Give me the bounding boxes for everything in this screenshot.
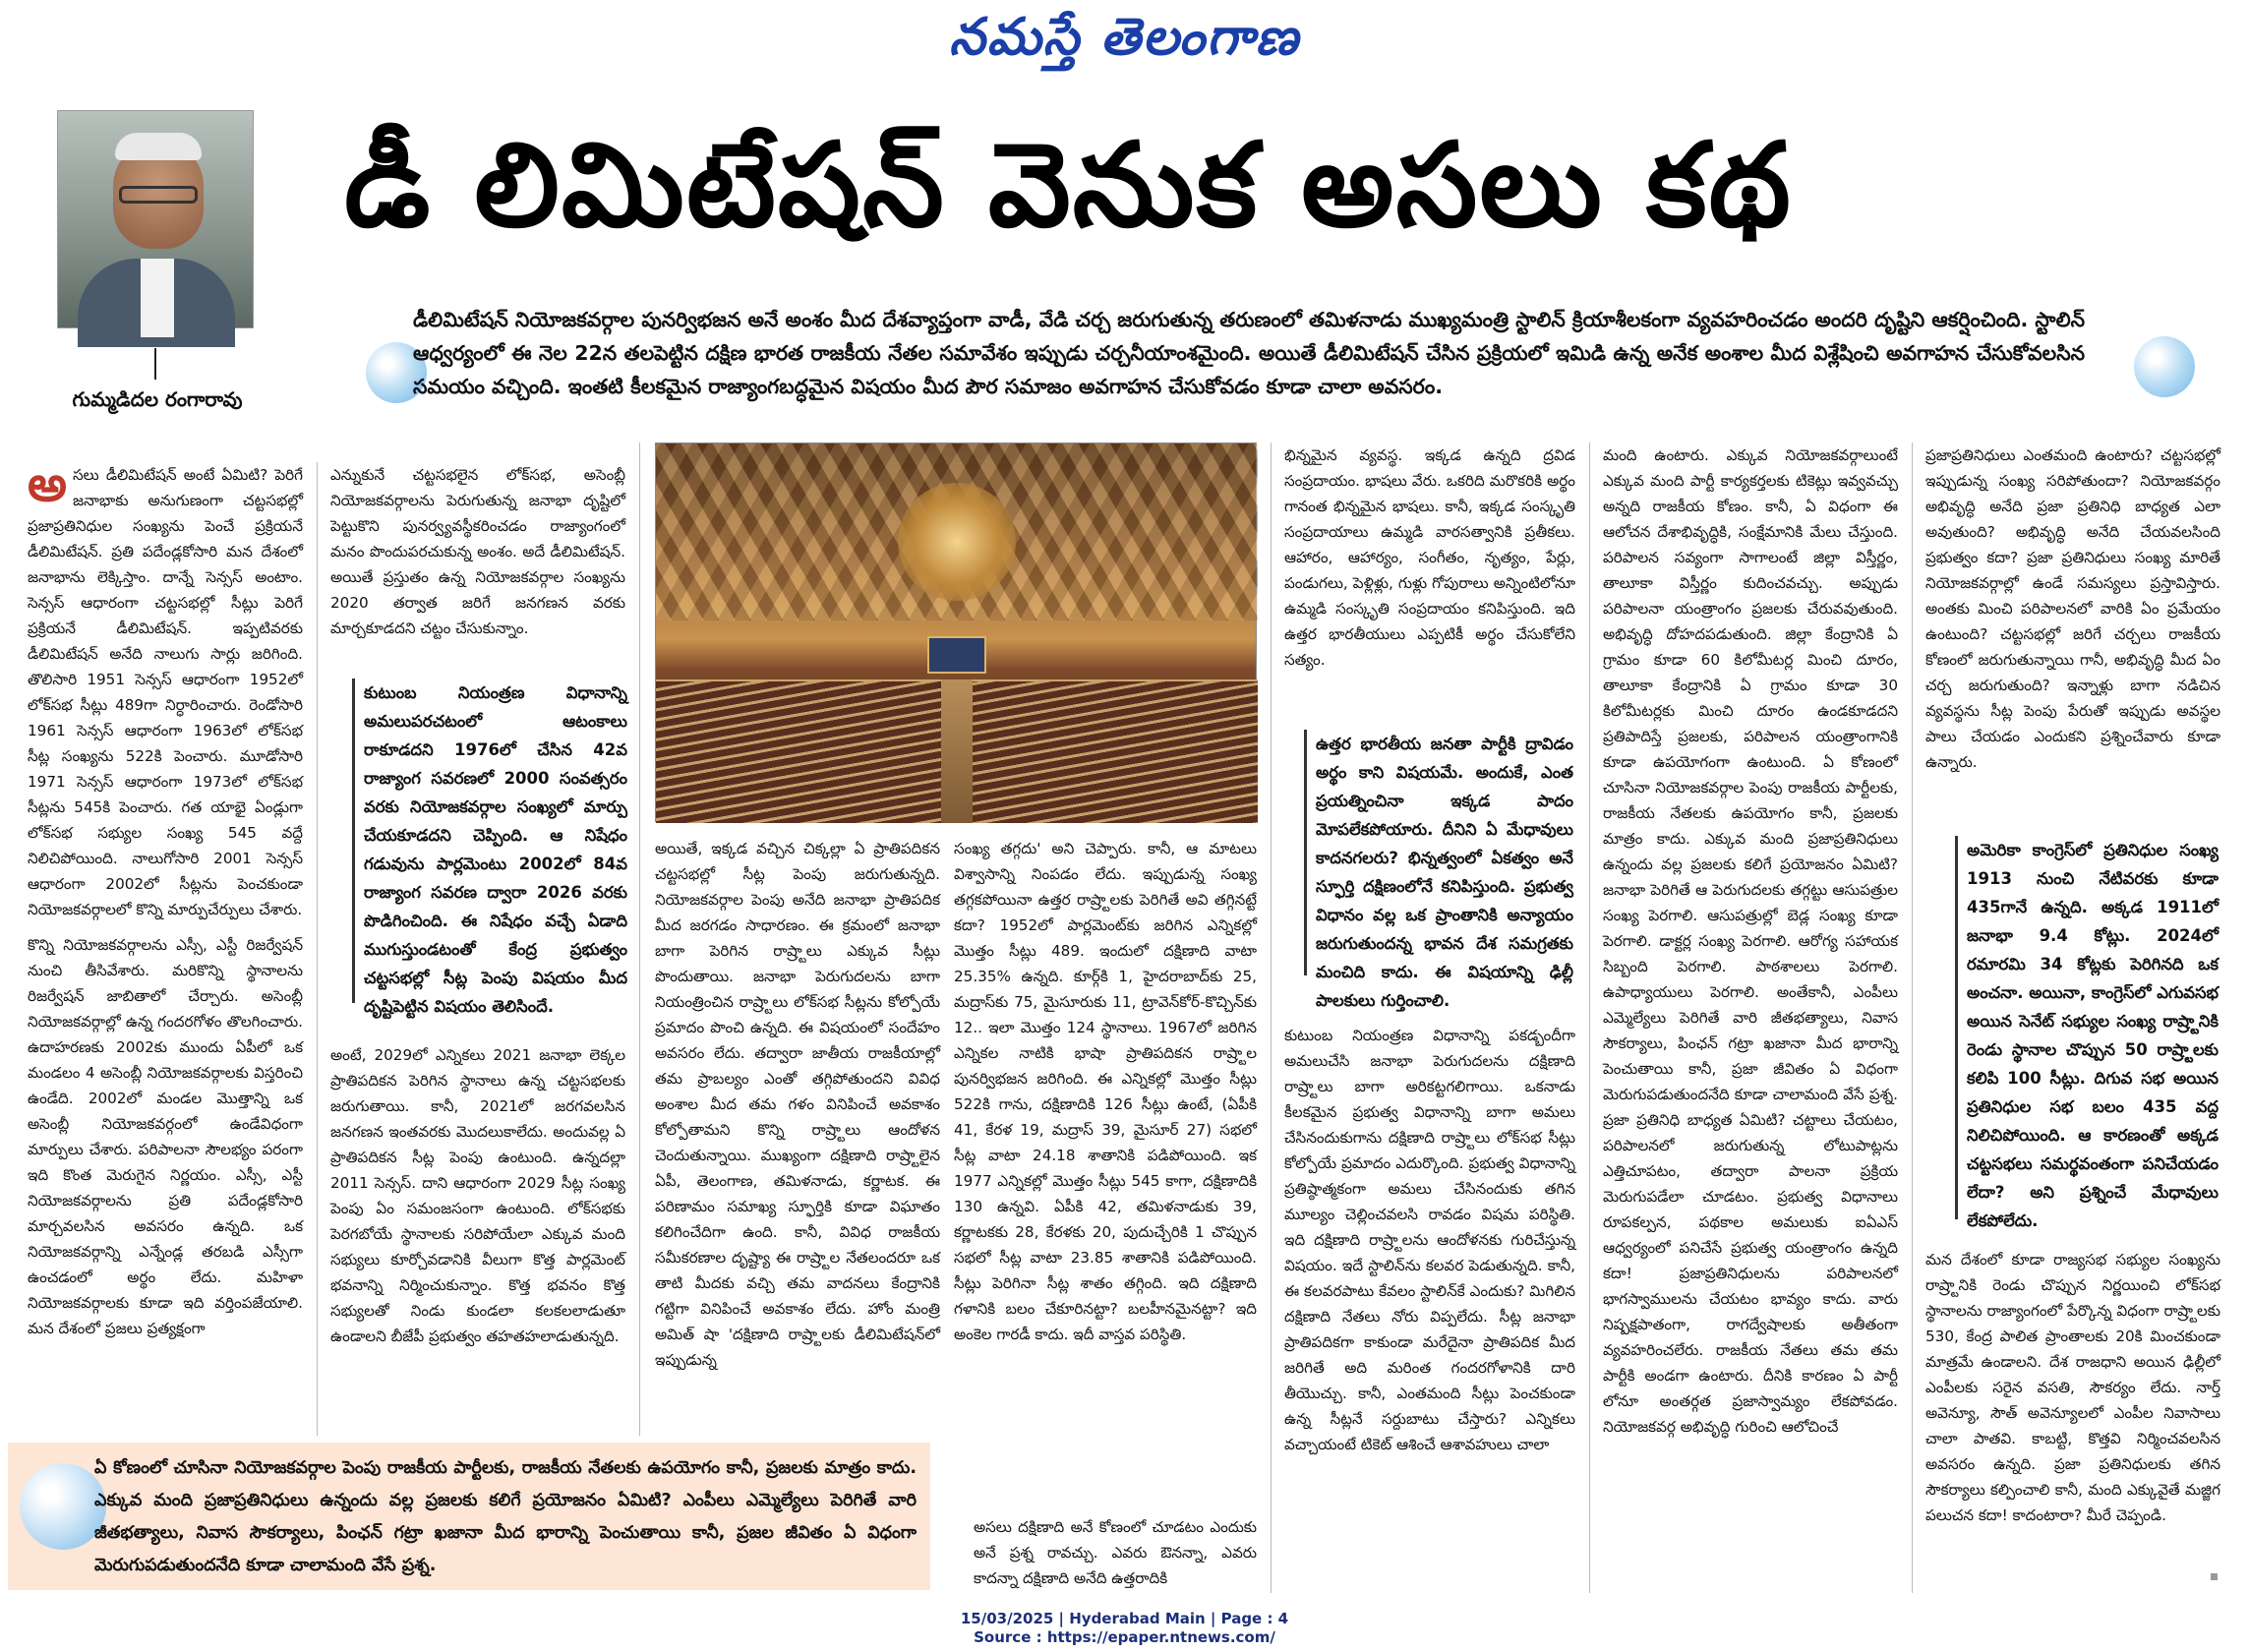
column-7-top: ప్రజాప్రతినిధులు ఎంతమంది ఉంటారు? చట్టసభల్లో ఇప్పుడున్న సంఖ్య సరిపోతుందా? నియోజకవర్గం అభివృద్ధి అనేది ప్రజా ప్రతినిధి బాధ్యత ఎలా అవుతుంది? అభివృద్ధి అనేది చేయవలసింది ప్రభుత్వం కదా? ప్రజా ప్రతినిధులు సంఖ్య మారితే నియోజకవర్గాల్లో ఉండే సమస్యలు ప్రస్తావిస్తారు. అంతకు మించి పరిపాలనలో వారికి ఏం ప్రమేయం ఉంటుంది? చట్టసభల్లో జరిగే చర్చలు రాజకీయ కోణంలో జరుగుతున్నాయి గానీ, అభివృద్ధి మీద ఏం చర్చ జరుగుతుంది? ఇన్నాళ్లు బాగా నడిచిన వ్యవస్థను సీట్ల పెంపు పేరుతో ఇప్పుడు అవస్థల పాలు చేయడం ఎందుకని ప్రశ్నించేవారు కూడా ఉన్నారు. — [1925, 446, 2220, 771]
quote-bar — [352, 678, 355, 1003]
bubble-decoration-icon — [2134, 336, 2195, 397]
column-rule — [639, 442, 640, 1436]
column-2-bottom: అంటే, 2029లో ఎన్నికలు 2021 జనాభా లెక్కల ప్రాతిపదికన పెరిగిన స్థానాలు ఉన్న చట్టసభలకు జరుగుతాయి. కానీ, 2021లో జరగవలసిన జనగణన ఇంతవరకు మొదలుకాలేదు. అందువల్ల ఏ ప్రాతిపదికన సీట్ల పెంపు ఉంటుంది. ఉన్నదల్లా 2011 సెన్సస్. దాని ఆధారంగా 2029 సీట్ల సంఖ్య పెంపు ఏం సమంజసంగా ఉంటుంది. లోక్‌సభకు పెరగబోయే స్థానాలకు సరిపోయేలా ఎక్కువ మంది సభ్యులు కూర్చోవడానికి వీలుగా కొత్త పార్లమెంట్ భవనాన్ని నిర్మించుకున్నాం. కొత్త భవనం కొత్త సభ్యులతో నిండు కుండలా కలకలలాడుతూ ఉండాలని బీజేపీ ప్రభుత్వం తహతహలాడుతున్నది. — [330, 1046, 625, 1345]
quote-bar — [1955, 836, 1958, 1219]
column-6: మంది ఉంటారు. ఎక్కువ నియోజకవర్గాలుంటే ఎక్కువ మంది పార్టీ కార్యకర్తలకు టికెట్లు ఇవ్వవచ్చు అన్నది రాజకీయ కోణం. కానీ, ఏ విధంగా ఈ ఆలోచన దేశాభివృద్ధికి, సంక్షేమానికి మేలు చేస్తుంది. పరిపాలన సవ్యంగా సాగాలంటే జిల్లా విస్తీర్ణం, తాలూకా విస్తీర్ణం కుదించవచ్చు. అప్పుడు పరిపాలనా యంత్రాంగం ప్రజలకు చేరువవుతుంది. అభివృద్ధి దోహదపడుతుంది. జిల్లా కేంద్రానికి ఏ గ్రామం కూడా 60 కిలోమీటర్ల మించి దూరం, తాలూకా కేంద్రానికి ఏ గ్రామం కూడా 30 కిలోమీటర్లకు మించి దూరం ఉండకూడదని ప్రతిపాదిస్తే ప్రజలకు, పరిపాలన యంత్రాంగానికి కూడా ఉపయోగంగా ఉంటుంది. ఏ కోణంలో చూసినా నియోజకవర్గాల పెంపు రాజకీయ పార్టీలకు, రాజకీయ నేతలకు ఉపయోగం కానీ, ప్రజలకు మాత్రం కాదు. ఎక్కువ మంది ప్రజాప్రతినిధులు ఉన్నందు వల్ల ప్రజలకు కలిగే ప్రయోజనం ఏమిటి? జనాభా పెరిగితే ఆ పెరుగుదలకు తగ్గట్టు ఆసుపత్రుల సంఖ్య పెరగాలి. ఆసుపత్రుల్లో బెడ్ల సంఖ్య కూడా పెరగాలి. డాక్టర్ల సంఖ్య పెరగాలి. ఆరోగ్య సహాయక సిబ్బంది పెరగాలి. పాఠశాలలు పెరగాలి. ఉపాధ్యాయులు పెరగాలి. అంతేకానీ, ఎంపీలు ఎమ్మెల్యేలు పెరిగితే వారి జీతభత్యాలు, నివాస సౌకర్యాలు, పింఛన్ గట్రా ఖజానా మీద భారాన్ని పెంచుతాయి కానీ, ప్రజా జీవితం ఏ విధంగా మెరుగుపడుతుందనేది కూడా చాలామంది వేసే ప్రశ్న. ప్రజా ప్రతినిధి బాధ్యత ఏమిటి? చట్టాలు చేయటం, పరిపాలనలో జరుగుతున్న లోటుపాట్లను ఎత్తిచూపటం, తద్వారా పాలనా ప్రక్రియ మెరుగుపడేలా చూడటం. ప్రభుత్వ విధానాలు రూపకల్పన, పథకాల అమలుకు ఐఏఎస్ ఆధ్వర్యంలో పనిచేసే ప్రభుత్వ యంత్రాంగం ఉన్నది కదా! ప్రజాప్రతినిధులను పరిపాలనలో భాగస్వాములను చేయటం భావ్యం కాదు. వారు నిష్పక్షపాతంగా, రాగద్వేషాలకు అతీతంగా వ్యవహరించలేరు. రాజకీయ నేతలు తమ తమ పార్టీకి అండగా ఉంటారు. దీనికి కారణం ఏ పార్టీ లోనూ అంతర్గత ప్రజాస్వామ్యం లేకపోవడం. నియోజకవర్గ అభివృద్ధి గురించి ఆలోచించే — [1603, 446, 1898, 1436]
column-rule — [1912, 442, 1913, 1593]
column-1 — [28, 455, 303, 1436]
page-footer — [0, 1610, 2249, 1647]
newspaper-masthead: నమస్తే తెలంగాణ — [949, 8, 1300, 67]
footer-source: Source : https://epaper.ntnews.com/ — [974, 1628, 1275, 1646]
chamber-screen — [927, 636, 986, 674]
footer-date-edition: 15/03/2025 | Hyderabad Main | Page : 4 — [960, 1610, 1289, 1627]
quote-bar — [1304, 730, 1307, 975]
pull-quote: అమెరికా కాంగ్రెస్‌లో ప్రతినిధుల సంఖ్య 1913 నుంచి నేటివరకు కూడా 435గానే ఉన్నది. అక్కడ 1911లో జనాభా 9.4 కోట్లు. 2024లో రమారమి 34 కోట్లకు పెరిగినది ఒక అంచనా. అయినా, కాంగ్రెస్‌లో ఎగువసభ అయిన సెనేట్ సభ్యుల సంఖ్య రాష్ర్టానికి రెండు స్థానాల చొప్పున 50 రాష్ర్టాలకు కలిపి 100 సీట్లు. దిగువ సభ అయిన ప్రతినిధుల సభ బలం 435 వద్ద నిలిచిపోయింది. ఆ కారణంతో అక్కడ చట్టసభలు సమర్థవంతంగా పనిచేయడం లేదా? అని ప్రశ్నించే మేధావులు లేకపోలేదు. — [1967, 841, 2219, 1230]
author-hair-shape — [115, 133, 202, 160]
pull-quote: ఉత్తర భారతీయ జనతా పార్టీకి ద్రావిడం అర్థం కాని విషయమే. అందుకే, ఎంత ప్రయత్నించినా ఇక్కడ పాదం మోపలేకపోయారు. దీనిని ఏ మేధావులు కాదనగలరు? భిన్నత్వంలో ఏకత్వం అనే స్ఫూర్తి దక్షిణంలోనే కనిపిస్తుంది. ప్రభుత్వ విధానం వల్ల ఒక ప్రాంతానికి అన్యాయం జరుగుతుందన్న భావన దేశ సమగ్రతకు మంచిది కాదు. ఈ విషయాన్ని ఢిల్లీ పాలకులు గుర్తించాలి. — [1316, 735, 1573, 1010]
column-4: సంఖ్య తగ్గదు' అని చెప్పారు. కానీ, ఆ మాటలు విశ్వాసాన్ని నింపడం లేదు. ఇప్పుడున్న సంఖ్య తగ్గకపోయినా ఉత్తర రాష్ర్టాలకు పెరిగితే అవి తగ్గినట్టే కదా? 1952లో పార్లమెంట్‌కు జరిగిన ఎన్నికల్లో మొత్తం సీట్లు 489. ఇందులో దక్షిణాది వాటా 25.35% ఉన్నది. కూర్గ్‌కి 1, హైదరాబాద్‌కు 25, మద్రాస్‌కు 75, మైసూరుకు 11, ట్రావెన్‌కోర్-కొచ్చిన్‌కు 12.. ఇలా మొత్తం 124 స్థానాలు. 1967లో జరిగిన ఎన్నికల నాటికి భాషా ప్రాతిపదికన రాష్ర్టాల పునర్విభజన జరిగింది. ఈ ఎన్నికల్లో మొత్తం సీట్లు 522కి గాను, దక్షిణాదికి 126 సీట్లు ఉంటే, (ఏపీకి 41, కేరళ 19, మద్రాస్ 39, మైసూర్ 27) సభలో సీట్ల వాటా 24.18 శాతానికి పడిపోయింది. ఇక 1977 ఎన్నికల్లో మొత్తం సీట్లు 545 కాగా, దక్షిణాదికి 130 ఉన్నవి. ఏపీకి 42, తమిళనాడుకు 39, కర్ణాటకకు 28, కేరళకు 20, పుదుచ్చేరికి 1 చొప్పున సభలో సీట్ల వాటా 23.85 శాతానికి పడిపోయింది. సీట్లు పెరిగినా సీట్ల శాతం తగ్గింది. ఇది దక్షిణాది గళానికి బలం చేకూరినట్టా? బలహీనమైనట్టా? ఇది అంకెల గారడీ కాదు. ఇదీ వాస్తవ పరిస్థితి. — [954, 840, 1258, 1343]
column-5-bottom: కుటుంబ నియంత్రణ విధానాన్ని పకడ్బందీగా అమలుచేసి జనాభా పెరుగుదలను దక్షిణాది రాష్ర్టాలు బాగా అరికట్టగలిగాయి. ఒకనాడు కీలకమైన ప్రభుత్వ విధానాన్ని బాగా అమలు చేసినందుకుగాను దక్షిణాది రాష్ర్టాలు లోక్‌సభ సీట్లు కోల్పోయే ప్రమాదం ఎదుర్కొంది. ప్రభుత్వ విధానాన్ని ప్రతిష్ఠాత్మకంగా అమలు చేసినందుకు తగిన మూల్యం చెల్లించవలసి రావడం విషమ పరిస్థితి. ఇది దక్షిణాది రాష్ర్టాలను ఆందోళనకు గురిచేస్తున్న విషయం. ఇదే స్టాలిన్‌ను కలవర పెడుతున్నది. కానీ, ఈ కలవరపాటు కేవలం స్టాలిన్‌కే ఎందుకు? మిగిలిన దక్షిణాది నేతలు నోరు విప్పలేదు. సీట్ల జనాభా ప్రాతిపదికగా కాకుండా మరేదైనా ప్రాతిపదిక మీద జరిగితే అది మరింత గందరగోళానికి దారి తీయొచ్చు. కానీ, ఎంతమంది సీట్లు పెంచకుండా ఉన్న సీట్లనే సర్దుబాటు చేస్తారు? ఎన్నికలు వచ్చాయంటే టికెట్ ఆశించే ఆశావహులు చాలా — [1284, 1027, 1575, 1453]
author-divider — [154, 348, 156, 380]
pull-quote: కుటుంబ నియంత్రణ విధానాన్ని అమలుపరచటంలో ఆటంకాలు రాకూడదని 1976లో చేసిన 42వ రాజ్యాంగ సవరణలో 2000 సంవత్సరం వరకు నియోజకవర్గాల సంఖ్యలో మార్పు చేయకూడదని చెప్పింది. ఆ నిషేధం గడువును పార్లమెంటు 2002లో 84వ రాజ్యాంగ సవరణ ద్వారా 2026 వరకు పొడిగించింది. ఈ నిషేధం వచ్చే ఏడాది ముగుస్తుండటంతో కేంద్ర ప్రభుత్వం చట్టసభల్లో సీట్ల పెంపు విషయం మీద దృష్టిపెట్టిన విషయం తెలిసిందే. — [364, 683, 627, 1016]
author-name: గుమ్మడిదల రంగారావు — [72, 387, 243, 411]
bubble-decoration-icon — [20, 1463, 106, 1550]
article-intro: డీలిమిటేషన్ నియోజకవర్గాల పునర్విభజన అనే అంశం మీద దేశవ్యాప్తంగా వాడీ, వేడి చర్చ జరుగుతున్న తరుణంలో తమిళనాడు ముఖ్యమంత్రి స్టాలిన్ క్రియాశీలకంగా వ్యవహరించడం అందరి దృష్టిని ఆకర్షించింది. స్టాలిన్ ఆధ్వర్యంలో ఈ నెల 22న తలపెట్టిన దక్షిణ భారత రాజకీయ నేతల సమావేశం ఇప్పుడు చర్చనీయాంశమైంది. అయితే డీలిమిటేషన్ చేసిన ప్రక్రియలో ఇమిడి ఉన్న అనేక అంశాల మీద విశ్లేషించి అవగాహన చేసుకోవలసిన సమయం వచ్చింది. ఇంతటి కీలకమైన రాజ్యాంగబద్ధమైన విషయం మీద పౌర సమాజం అవగాహన చేసుకోవడం కూడా చాలా అవసరం. — [413, 308, 2085, 398]
column-7-bottom: మన దేశంలో కూడా రాజ్యసభ సభ్యుల సంఖ్యను రాష్ర్టానికి రెండు చొప్పున నిర్ణయించి లోక్‌సభ స్థానాలను రాజ్యాంగంలో పేర్కొన్న విధంగా రాష్ర్టాలకు 530, కేంద్ర పాలిత ప్రాంతాలకు 20కి మించకుండా మాత్రమే ఉండాలని. దేశ రాజధాని అయిన ఢిల్లీలో ఎంపీలకు సరైన వసతి, సౌకర్యం లేదు. నార్త్ అవెన్యూ, సౌత్ అవెన్యూలలో ఎంపీల నివాసాలు చాలా పాతవి. కాబట్టి, కొత్తవి నిర్మించవలసిన అవసరం ఉన్నది. ప్రజా ప్రతినిధులకు తగిన సౌకర్యాలు కల్పించాలి కానీ, మంది ఎక్కువైతే మజ్జిగ పలుచన కదా! కాదంటారా? మీరే చెప్పండి. — [1925, 1251, 2220, 1524]
chamber-aisle — [941, 679, 973, 823]
author-glasses-shape — [119, 186, 198, 204]
author-shirt-shape — [141, 259, 174, 337]
author-photo — [57, 110, 254, 328]
highlight-box-text: ఏ కోణంలో చూసినా నియోజకవర్గాల పెంపు రాజకీయ పార్టీలకు, రాజకీయ నేతలకు ఉపయోగం కానీ, ప్రజలకు మాత్రం కాదు. ఎక్కువ మంది ప్రజాప్రతినిధులు ఉన్నందు వల్ల ప్రజలకు కలిగే ప్రయోజనం ఏమిటి? ఎంపీలు ఎమ్మెల్యేలు పెరిగితే వారి జీతభత్యాలు, నివాస సౌకర్యాలు, పింఛన్ గట్రా ఖజానా మీద భారాన్ని పెంచుతాయి కానీ, ప్రజల జీవితం ఏ విధంగా మెరుగుపడుతుందనేది కూడా చాలామంది వేసే ప్రశ్న. — [94, 1458, 917, 1575]
column-rule — [1271, 442, 1272, 1593]
column-2-top: ఎన్నుకునే చట్టసభలైన లోక్‌సభ, అసెంబ్లీ నియోజకవర్గాలను పెరుగుతున్న జనాభా దృష్టిలో పెట్టుకొని పునర్వ్యవస్థీకరించడం రాజ్యాంగంలో మనం పొందుపరచుకున్న అంశం. అదే డీలిమిటేషన్. అయితే ప్రస్తుతం ఉన్న నియోజకవర్గాల సంఖ్యను 2020 తర్వాత జరిగే జనగణన వరకు మార్చకూడదని చట్టం చేసుకున్నాం. — [330, 466, 625, 637]
paragraph: కొన్ని నియోజకవర్గాలను ఎస్సీ, ఎస్టీ రిజర్వేషన్ నుంచి తీసివేశారు. మరికొన్ని స్థానాలను రిజర్వేషన్ జాబితాలో చేర్చారు. అసెంబ్లీ నియోజకవర్గాల్లో ఉన్న గందరగోళం తొలగించారు. ఉదాహరణకు 2002కు ముందు ఏపీలో ఒక మండలం 4 అసెంబ్లీ నియోజకవర్గాలకు విస్తరించి ఉండేది. 2002లో మండల మొత్తాన్ని ఒక అసెంబ్లీ నియోజకవర్గంలో ఉండేవిధంగా మార్పులు చేశారు. పరిపాలనా సౌలభ్యం పరంగా ఇది కొంత మెరుగైన నిర్ణయం. ఎస్సీ, ఎస్టీ నియోజకవర్గాలను ప్రతి పదేండ్లకోసారి మార్చవలసిన అవసరం ఉన్నది. ఒక నియోజకవర్గాన్ని ఎన్నేండ్ల తరబడి ఎస్సీగా ఉంచడంలో అర్థం లేదు. మహిళా నియోజకవర్గాలకు కూడా ఇది వర్తింపజేయాలి. మన దేశంలో ప్రజలు ప్రత్యక్షంగా — [28, 936, 303, 1337]
parliament-chamber-photo — [655, 442, 1257, 822]
column-5-top: భిన్నమైన వ్యవస్థ. ఇక్కడ ఉన్నది ద్రవిడ సంప్రదాయం. భాషలు వేరు. ఒకరిది మరొకరికి అర్థం గానంత భిన్నమైన భాషలు. కానీ, ఇక్కడ సంస్కృతి సంప్రదాయాలు ఉమ్మడి వారసత్వానికి ప్రతీకలు. ఆహారం, ఆహార్యం, సంగీతం, నృత్యం, పేర్లు, పండుగలు, పెళ్లిళ్లు, గుళ్లు గోపురాలు అన్నింటిలోనూ ఉమ్మడి సంస్కృతి సంప్రదాయం కనిపిస్తుంది. ఇది ఉత్తర భారతీయులు ఎప్పటికీ అర్థం చేసుకోలేని సత్యం. — [1284, 446, 1575, 669]
column-3: అయితే, ఇక్కడ వచ్చిన చిక్కల్లా ఏ ప్రాతిపదికన చట్టసభల్లో సీట్ల పెంపు జరుగుతున్నది. నియోజకవర్గాల పెంపు అనేది జనాభా ప్రాతిపదిక మీద జరగడం సాధారణం. ఈ క్రమంలో జనాభా బాగా పెరిగిన రాష్ర్టాలు ఎక్కువ సీట్లు పొందుతాయి. జనాభా పెరుగుదలను బాగా నియంత్రించిన రాష్ర్టాలు లోక్‌సభ సీట్లను కోల్పోయే ప్రమాదం పొంచి ఉన్నది. ఈ విషయంలో సందేహం అవసరం లేదు. తద్వారా జాతీయ రాజకీయాల్లో తమ ప్రాబల్యం ఎంతో తగ్గిపోతుందని వివిధ అంశాల మీద తమ గళం వినిపించే అవకాశం కోల్పోతామని కొన్ని రాష్ర్టాలు ఆందోళన చెందుతున్నాయి. ముఖ్యంగా దక్షిణాది రాష్ర్టాలైన ఏపీ, తెలంగాణ, తమిళనాడు, కర్ణాటక. ఈ పరిణామం సమాఖ్య స్ఫూర్తికి కూడా విఘాతం కలిగించేదిగా ఉంది. కానీ, వివిధ రాజకీయ సమీకరణాల దృష్ట్యా ఈ రాష్ర్టాల నేతలందరూ ఒక తాటి మీదకు వచ్చి తమ వాదనలు కేంద్రానికి గట్టిగా వినిపించే అవకాశం లేదు. హోం మంత్రి అమిత్ షా 'దక్షిణాది రాష్ర్టాలకు డీలిమిటేషన్‌లో ఇప్పుడున్న — [655, 840, 940, 1369]
column-3-bottom: అసలు దక్షిణాది అనే కోణంలో చూడటం ఎందుకు అనే ప్రశ్న రావచ్చు. ఎవరు ఔనన్నా, ఎవరు కాదన్నా దక్షిణాది అనేది ఉత్తరాదికి — [974, 1518, 1257, 1587]
paragraph: అసలు డీలిమిటేషన్ అంటే ఏమిటి? పెరిగే జనాభాకు అనుగుణంగా చట్టసభల్లో ప్రజాప్రతినిధుల సంఖ్యను పెంచే ప్రక్రియనే డీలిమిటేషన్. ప్రతి పదేండ్లకోసారి మన దేశంలో జనాభాను లెక్కిస్తాం. దాన్నే సెన్సస్ అంటాం. సెన్సస్ ఆధారంగా చట్టసభల్లో సీట్లు పెరిగే ప్రక్రియనే డీలిమిటేషన్. ఇప్పటివరకు డీలిమిటేషన్ అనేది నాలుగు సార్లు జరిగింది. తొలిసారి 1951 సెన్సస్ ఆధారంగా 1952లో లోక్‌సభ సీట్లు 489గా నిర్ధారించారు. రెండోసారి 1961 సెన్సస్ ఆధారంగా 1963లో లోక్‌సభ సీట్ల సంఖ్యను 522కి పెంచారు. మూడోసారి 1971 సెన్సస్ ఆధారంగా 1973లో లోక్‌సభ సీట్లను 545కి పెంచారు. గత యాభై ఏండ్లుగా లోక్‌సభ సభ్యుల సంఖ్య 545 వద్దే నిలిచిపోయింది. నాలుగోసారి 2001 సెన్సస్ ఆధారంగా 2002లో సీట్లను పెంచకుండా నియోజకవర్గాలలో కొన్ని మార్పుచేర్పులు చేశారు. — [28, 455, 303, 918]
article-headline: డీ లిమిటేషన్ వెనుక అసలు కథ — [344, 117, 1793, 253]
column-rule — [317, 462, 318, 1436]
ceiling-dome — [898, 483, 1016, 601]
column-rule — [1589, 442, 1590, 1593]
drop-cap: అ — [28, 455, 67, 512]
end-of-article-marker — [2211, 1573, 2218, 1580]
